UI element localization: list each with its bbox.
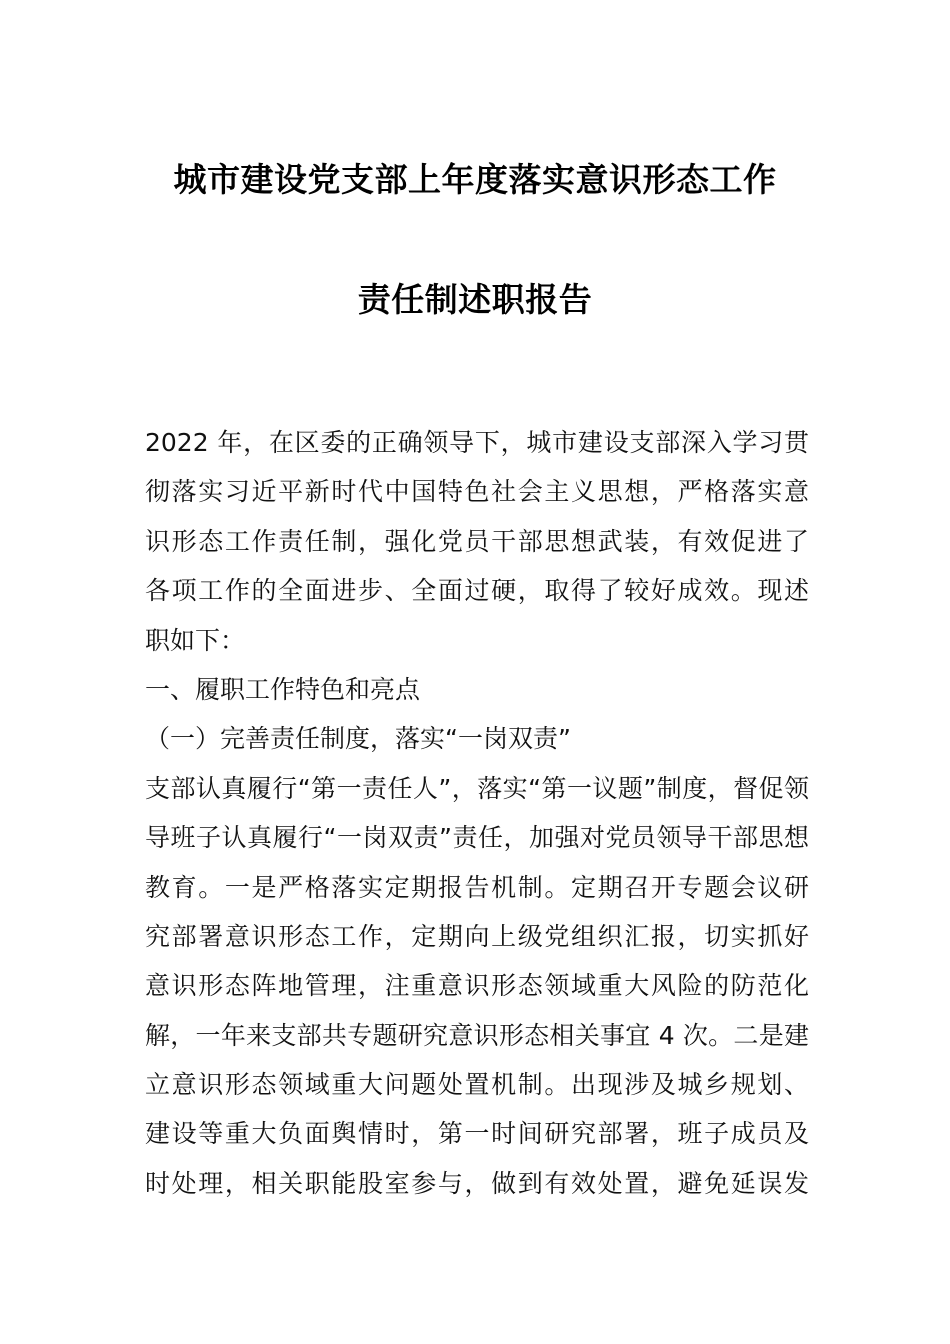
body-line: 教育。一是严格落实定期报告机制。定期召开专题会议研 [145,872,809,902]
section-heading: 一、履职工作特色和亮点 [145,674,421,704]
body-line: 解，一年来支部共专题研究意识形态相关事宜 4 次。二是建 [145,1020,809,1050]
body-line: 彻落实习近平新时代中国特色社会主义思想，严格落实意 [145,477,809,507]
body-line: 时处理，相关职能股室参与，做到有效处置，避免延误发 [145,1168,809,1198]
body-line: 立意识形态领域重大问题处置机制。出现涉及城乡规划、 [145,1070,809,1100]
body-line: 支部认真履行“第一责任人”，落实“第一议题”制度，督促领 [145,773,809,803]
body-line: 各项工作的全面进步、全面过硬，取得了较好成效。现述 [145,576,809,606]
body-line: 识形态工作责任制，强化党员干部思想武装，有效促进了 [145,526,809,556]
body-line: 究部署意识形态工作，定期向上级党组织汇报，切实抓好 [145,921,809,951]
document-title-line-1: 城市建设党支部上年度落实意识形态工作 [173,160,777,199]
document-title-line-2: 责任制述职报告 [357,280,593,319]
body-line: 2022 年，在区委的正确领导下，城市建设支部深入学习贯 [145,428,809,457]
body-line: 建设等重大负面舆情时，第一时间研究部署，班子成员及 [145,1119,809,1149]
body-line: 导班子认真履行“一岗双责”责任，加强对党员领导干部思想 [145,823,809,853]
subsection-heading: （一）完善责任制度，落实“一岗双责” [145,724,571,754]
body-line: 职如下： [145,625,246,655]
body-line: 意识形态阵地管理，注重意识形态领域重大风险的防范化 [145,971,809,1001]
document-body [145,418,809,1208]
